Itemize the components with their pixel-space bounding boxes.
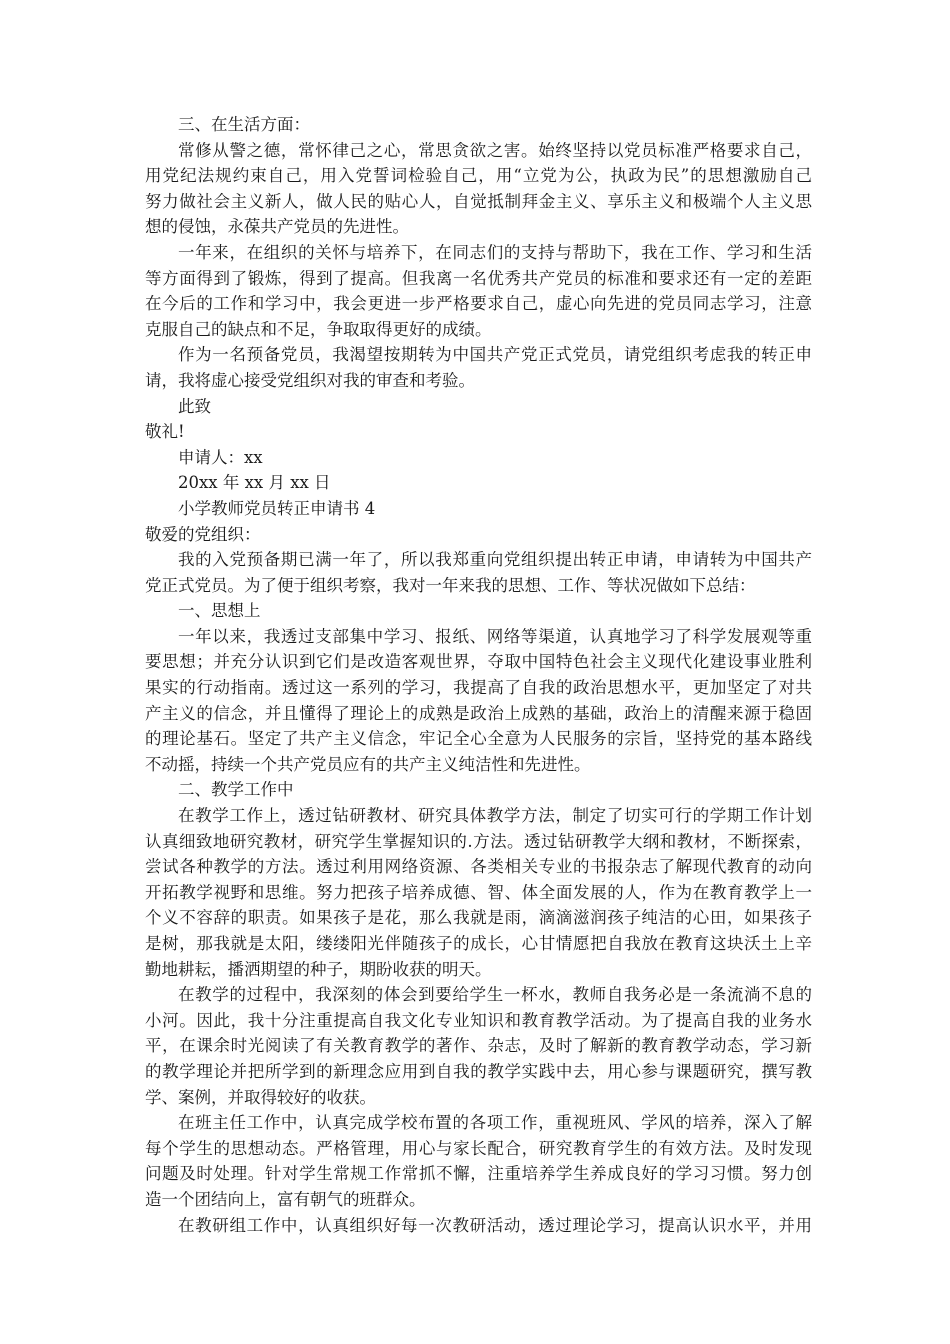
text-line: 三、在生活方面： bbox=[178, 115, 310, 134]
text-line: 想的侵蚀，永葆共产党员的先进性。 bbox=[145, 217, 409, 237]
text-line: 开拓教学视野和思维。努力把孩子培养成德、智、体全面发展的人，作为在教育教学上一 bbox=[145, 882, 812, 902]
text-line: 果实的行动指南。透过这一系列的学习，我提高了自我的政治思想水平，更加坚定了对共 bbox=[145, 678, 812, 698]
text-line: 敬爱的党组织： bbox=[145, 524, 261, 544]
text-line: 是树，那我就是太阳，缕缕阳光伴随孩子的成长，心甘情愿把自我放在教育这块沃土上辛 bbox=[145, 934, 812, 953]
text-line: 敬礼! bbox=[145, 422, 185, 442]
text-line: 在班主任工作中，认真完成学校布置的各项工作，重视班风、学风的培养，深入了解 bbox=[178, 1113, 812, 1133]
text-line: 常修从警之德，常怀律己之心，常思贪欲之害。始终坚持以党员标准严格要求自己， bbox=[178, 140, 812, 160]
text-line: 平，在课余时光阅读了有关教育教学的著作、杂志，及时了解新的教育教学动态，学习新 bbox=[145, 1036, 812, 1056]
text-line: 作为一名预备党员，我渴望按期转为中国共产党正式党员，请党组织考虑我的转正申 bbox=[178, 345, 812, 365]
document-page bbox=[145, 112, 815, 1238]
text-line: 此致 bbox=[178, 396, 211, 416]
text-line: 小河。因此，我十分注重提高自我文化专业知识和教育教学活动。为了提高自我的业务水 bbox=[145, 1010, 812, 1030]
text-line: 等方面得到了锻炼，得到了提高。但我离一名优秀共产党员的标准和要求还有一定的差距 bbox=[145, 268, 812, 288]
text-line: 在今后的工作和学习中，我会更进一步严格要求自己，虚心向先进的党员同志学习，注意 bbox=[145, 294, 812, 314]
text-line: 一、思想上 bbox=[178, 601, 261, 621]
text-line: 不动摇，持续一个共产党员应有的共产主义纯洁性和先进性。 bbox=[145, 754, 591, 774]
text-line: 每个学生的思想动态。严格管理，用心与家长配合，研究教育学生的有效方法。及时发现 bbox=[145, 1138, 812, 1158]
text-line: 克服自己的缺点和不足，争取取得更好的成绩。 bbox=[145, 319, 492, 339]
text-line: 学、案例，并取得较好的收获。 bbox=[145, 1087, 376, 1107]
text-line: 请，我将虚心接受党组织对我的审查和考验。 bbox=[145, 370, 475, 390]
text-line: 党正式党员。为了便于组织考察，我对一年来我的思想、工作、等状况做如下总结： bbox=[145, 575, 756, 595]
text-line: 个义不容辞的职责。如果孩子是花，那么我就是雨，滴滴滋润孩子纯洁的心田，如果孩子 bbox=[145, 908, 812, 928]
text-line: 20xx 年 xx 月 xx 日 bbox=[178, 473, 331, 493]
text-line: 在教学的过程中，我深刻的体会到要给学生一杯水，教师自我务必是一条流淌不息的 bbox=[178, 985, 812, 1005]
text-line: 的教学理论并把所学到的新理念应用到自我的教学实践中去，用心参与课题研究，撰写教 bbox=[145, 1061, 812, 1081]
text-line: 申请人：xx bbox=[178, 447, 263, 467]
text-line: 造一个团结向上，富有朝气的班群众。 bbox=[145, 1189, 426, 1209]
text-line: 用党纪法规约束自己，用入党誓词检验自己，用“立党为公，执政为民”的思想激励自己 bbox=[145, 166, 812, 186]
text-line: 在教研组工作中，认真组织好每一次教研活动，透过理论学习，提高认识水平，并用 bbox=[178, 1215, 812, 1235]
text-line: 勤地耕耘，播洒期望的种子，期盼收获的明天。 bbox=[145, 959, 492, 979]
text-line: 尝试各种教学的方法。透过利用网络资源、各类相关专业的书报杂志了解现代教育的动向 bbox=[145, 857, 812, 877]
text-line: 在教学工作上，透过钻研教材、研究具体教学方法，制定了切实可行的学期工作计划 bbox=[178, 806, 812, 826]
text-line: 认真细致地研究教材，研究学生掌握知识的.方法。透过钻研教学大纲和教材，不断探索， bbox=[145, 831, 812, 851]
text-line: 的理论基石。坚定了共产主义信念，牢记全心全意为人民服务的宗旨，坚持党的基本路线 bbox=[145, 729, 812, 749]
text-line: 要思想；并充分认识到它们是改造客观世界，夺取中国特色社会主义现代化建设事业胜利 bbox=[145, 652, 812, 672]
text-line: 努力做社会主义新人，做人民的贴心人，自觉抵制拜金主义、享乐主义和极端个人主义思 bbox=[145, 191, 812, 211]
text-line: 二、教学工作中 bbox=[178, 780, 294, 800]
text-line: 产主义的信念，并且懂得了理论上的成熟是政治上成熟的基础，政治上的清醒来源于稳固 bbox=[145, 703, 812, 723]
text-line: 我的入党预备期已满一年了，所以我郑重向党组织提出转正申请，申请转为中国共产 bbox=[178, 550, 812, 570]
text-line: 一年来，在组织的关怀与培养下，在同志们的支持与帮助下，我在工作、学习和生活 bbox=[178, 242, 812, 262]
text-line: 问题及时处理。针对学生常规工作常抓不懈，注重培养学生养成良好的学习习惯。努力创 bbox=[145, 1164, 812, 1184]
text-line: 小学教师党员转正申请书 4 bbox=[178, 498, 376, 518]
text-line: 一年以来，我透过支部集中学习、报纸、网络等渠道，认真地学习了科学发展观等重 bbox=[178, 626, 812, 646]
